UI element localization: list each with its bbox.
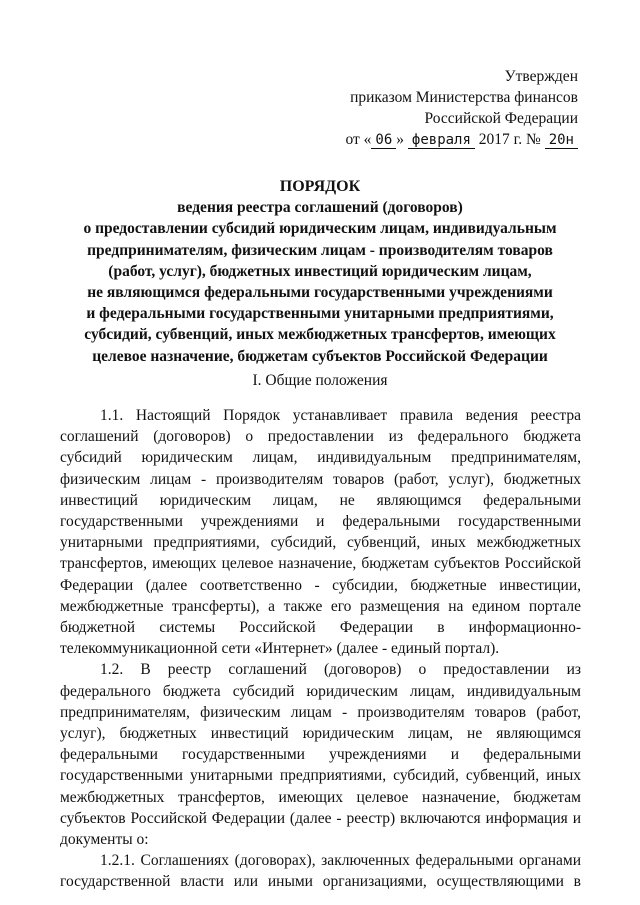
approval-title: Утвержден — [504, 68, 578, 85]
approval-date — [345, 129, 578, 150]
section-heading: I. Общие положения — [252, 372, 388, 389]
title-line: о предоставлении субсидий юридическим лицам, индивидуальным — [83, 220, 557, 238]
approval-order: приказом Министерства финансов — [350, 89, 578, 106]
title-line: и федеральными государственными унитарными предприятиями, — [86, 305, 554, 323]
document-title — [60, 176, 580, 367]
title-line: (работ, услуг), бюджетных инвестиций юридическим лицам, — [108, 262, 532, 280]
paragraph-1-2: 1.2. В реестр соглашений (договоров) о предоставлении из федерального бюджета субсидий юридическим лицам, индивидуальным предпринимателям, физическим лицам - производителям товаров (работ, услуг), бюджетных инвестиций юридическим лицам, не являющимся федеральными государственными учреждениями и федеральными государственными унитарными предприятиями, субсидий, субвенций, иных межбюджетных трансфертов, имеющих целевое назначение, бюджетам субъектов Российской Федерации (далее - реестр) включаются информация и документы о: — [60, 661, 581, 849]
paragraph-1-2-1: 1.2.1. Соглашениях (договорах), заключенных федеральными органами государственной власти или иными организациями, осуществляющими в — [60, 852, 581, 891]
title-line: целевое назначение, бюджетам субъектов Российской Федерации — [92, 347, 548, 365]
date-year: 2017 г. № — [478, 131, 541, 148]
date-month: февраля — [408, 133, 475, 149]
title-line: предпринимателям, физическим лицам - производителям товаров — [87, 241, 553, 259]
order-number: 20н — [545, 133, 578, 149]
date-mid: » — [396, 131, 405, 148]
approval-country: Российской Федерации — [424, 110, 578, 127]
title-line: ведения реестра соглашений (договоров) — [177, 199, 463, 217]
approval-stamp — [345, 66, 578, 150]
title-line: субсидий, субвенций, иных межбюджетных трансфертов, имеющих — [84, 326, 556, 344]
date-prefix: от « — [345, 131, 372, 148]
paragraph-1-1: 1.1. Настоящий Порядок устанавливает правила ведения реестра соглашений (договоров) о предоставлении из федерального бюджета субсидий юридическим лицам, индивидуальным предпринимателям, физическим лицам - производителям товаров (работ, услуг), бюджетных инвестиций юридическим лицам, не являющимся федеральными государственными учреждениями и федеральными государственными унитарными предприятиями, субсидий, субвенций, иных межбюджетных трансфертов, имеющих целевое назначение, бюджетам субъектов Российской Федерации (далее соответственно - субсидии, бюджетные инвестиции, межбюджетные трансферты), а также его размещения на едином портале бюджетной системы Российской Федерации в информационно-телекоммуникационной сети «Интернет» (далее - единый портал). — [60, 407, 581, 658]
title-line: не являющимся федеральными государственными учреждениями — [87, 284, 553, 302]
date-day: 06 — [371, 133, 396, 149]
title-main: ПОРЯДОК — [279, 178, 361, 195]
document-body — [60, 405, 581, 893]
